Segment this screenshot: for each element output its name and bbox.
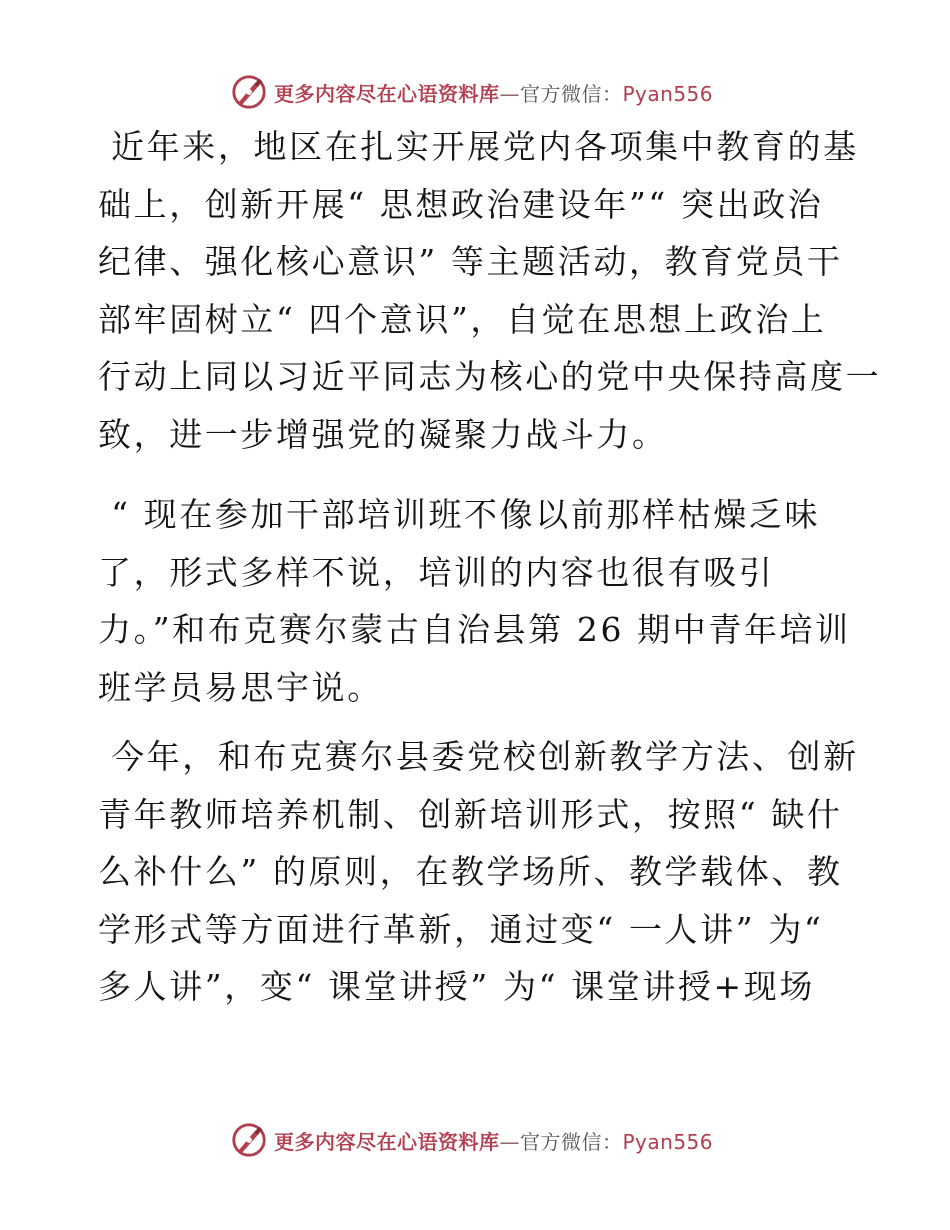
- text-line: 行动上同以习近平同志为核心的党中央保持高度一: [98, 357, 882, 396]
- watermark-label: 官方微信：: [520, 81, 623, 106]
- text-line: “ 现在参加干部培训班不像以前那样枯燥乏味: [98, 495, 821, 534]
- watermark-wechat-id: Pyan556: [622, 1129, 714, 1154]
- paragraph-1: [98, 118, 882, 463]
- text-line: 多人讲”，变“ 课堂讲授” 为“ 课堂讲授+现场: [98, 967, 816, 1006]
- watermark-main-text: 更多内容尽在心语资料库: [274, 1129, 500, 1154]
- watermark-label: 官方微信：: [520, 1129, 623, 1154]
- footer-watermark: [230, 1120, 713, 1160]
- text-line: 力。”和布克赛尔蒙古自治县第 26 期中青年培训: [98, 610, 851, 649]
- header-watermark: [230, 72, 713, 112]
- watermark-separator: —: [499, 1129, 520, 1154]
- paragraph-2: [98, 486, 858, 716]
- text-line: 么补什么” 的原则，在教学场所、教学载体、教: [98, 852, 843, 891]
- text-line: 础上，创新开展“ 思想政治建设年”“ 突出政治: [98, 184, 824, 224]
- text-line: 致，进一步增强党的凝聚力战斗力。: [98, 414, 668, 454]
- text-line: 学形式等方面进行革新，通过变“ 一人讲” 为“: [98, 909, 824, 949]
- text-line: 部牢固树立“ 四个意识”，自觉在思想上政治上: [98, 299, 827, 339]
- text-line: 近年来，地区在扎实开展党内各项集中教育的基: [98, 127, 859, 166]
- text-line: 了，形式多样不说，培训的内容也很有吸引: [98, 552, 775, 592]
- watermark-separator: —: [499, 81, 520, 106]
- pen-circle-logo-icon: [230, 73, 268, 111]
- paragraph-3: [98, 728, 858, 1016]
- text-line: 班学员易思宇说。: [98, 667, 383, 707]
- pen-circle-logo-icon: [230, 1121, 268, 1159]
- text-line: 今年，和布克赛尔县委党校创新教学方法、创新: [98, 737, 859, 776]
- watermark-wechat-id: Pyan556: [622, 81, 714, 106]
- text-line: 纪律、强化核心意识” 等主题活动，教育党员干: [98, 242, 843, 281]
- text-line: 青年教师培养机制、创新培训形式，按照“ 缺什: [98, 794, 843, 834]
- watermark-main-text: 更多内容尽在心语资料库: [274, 81, 500, 106]
